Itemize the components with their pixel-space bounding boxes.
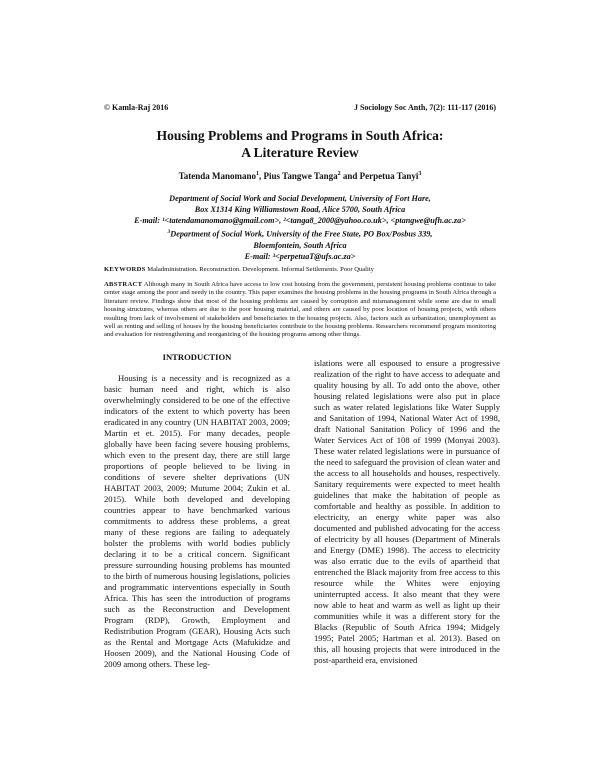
author-3-affil-mark: 3 [418,171,422,177]
affil-mark: 3 [167,228,171,235]
affiliation-line: Department of Social Work and Social Development, University of Fort Hare, [169,194,431,203]
keywords [104,265,496,274]
keywords-label: KEYWORDS [104,266,146,273]
journal-citation: J Sociology Soc Anth, 7(2): 111-117 (2016) [353,103,496,112]
author-2-affil-mark: 2 [337,171,341,177]
author-2: Pius Tangwe Tanga [263,171,338,181]
running-header [104,103,496,117]
author-3: Perpetua Tanyi [359,171,419,181]
affiliation-line: Bloemfontein, South Africa [253,240,347,250]
abstract-label: ABSTRACT [104,281,143,288]
body-column-right [314,358,500,666]
author-list [104,171,496,181]
author-separator: and [342,171,360,181]
body-column-left [104,352,290,670]
affiliations [104,193,496,262]
body-paragraph: islations were all espoused to ensure a progressive realization of the right to have access to adequate and quality housing by all. To add onto the above, other housing related legislations were also put in place such as water related legislations like Water Supply and Sanitation of 1994, National Water Act of 1998, draft National Sanitation Policy of 1996 and the Water Services Act of 108 of 1999 (Monyai 2003). These water related legislations were in pursuance of the need to safeguard the provision of clean water and the access to all households and houses, respectively. Sanitary requirements were expected to meet health guidelines that make the habitation of people as comfortable and healthy as possible. In addition to electricity, an energy white paper was also documented and published advocating for the access of electricity by all houses (Department of Minerals and Energy (DME) 1998). The access to electricity was also erratic due to the evils of apartheid that entrenched the Black majority from free access to this resource while the Whites were enjoying uninterrupted access. It also meant that they were now able to heat and warm as well as light up their communities while it was a different story for the Blacks (Republic of South Africa 1994; Midgely 1995; Patel 2005; Hartman et al. 2013). Based on this, all housing projects that were introduced in the post-apartheid era, envisioned [314,358,500,665]
affiliation-emails: E-mail: ³<perpetuaT@ufs.ac.za> [244,251,356,261]
affiliation-emails: E-mail: ¹<tatendamanomano@gmail.com>, ²<tanga8_2000@yahoo.co.uk>, <ptangwe@ufh.ac.za> [134,216,466,226]
article-title [104,127,496,161]
author-separator: , [259,171,264,181]
abstract [104,281,496,340]
body-paragraph: Housing is a necessity and is recognized as a basic human need and right, which is also overwhelmingly considered to be one of the effective indicators of the extent to which poverty has been eradicated in any country (UN HABITAT 2003, 2009; Martin et et. 2015). For many decades, people globally have been facing severe housing problems, which even to the present day, there are still large proportions of people believed to be living in conditions of severe shelter deprivations (UN HABITAT 2003, 2009; Mutume 2004; Zukin et al. 2015). While both developed and developing countries appear to have benchmarked various commitments to address these problems, a great many of these regions are failing to adequately bolster the problems with world bodies publicly declaring it to be a critical concern. Significant pressure surrounding housing problems has mounted to the birth of numerous housing legislations, policies and programmatic interventions especially in South Africa. This has seen the introduction of programs such as the Reconstruction and Development Program (RDP), Growth, Employment and Redistribution Program (GEAR), Housing Acts such as the Rental and Mortgage Acts (Mafukidze and Hoosen 2009), and the National Housing Code of 2009 among others. These leg- [104,372,290,669]
author-1: Tatenda Manomano [178,171,257,181]
affiliation-line: $^3$Department of Social Work, University of the Free State, PO Box/Posbus 339, [167,228,433,239]
affiliation-line: Box X1314 King Williamstown Road, Alice 5700, South Africa [194,205,406,215]
copyright-notice: © Kamla-Raj 2016 [104,103,169,112]
keywords-text: Maladministration. Reconstruction. Development. Informal Settlements. Poor Quality [145,266,374,273]
section-heading-introduction: INTRODUCTION [162,352,232,362]
title-line-1: Housing Problems and Programs in South Africa: [156,128,444,143]
author-1-affil-mark: 1 [256,171,260,177]
title-line-2: A Literature Review [241,145,359,160]
abstract-text: Although many in South Africa have access to low cost housing from the government, persistent housing problems continue to take center stage among the poor and needy in the country. This paper examines the housing problems in the housing programs in South Africa through a literature review. Findings show that most of the housing problems are caused by corruption and mismanagement while some are due to small housing structures, whereas others are due to the poor housing material, and others are caused by poor location of housing projects, with others resulting from lack of involvement of stakeholders and beneficiaries in the housing projects. Also, factors such as urbanization, unemployment as well as renting and selling of houses by the housing beneficiaries contribute to the housing problems. Researchers recommend program monitoring and evaluation for restrengthening and reorganizing of the housing programs among other things. [104,281,496,339]
